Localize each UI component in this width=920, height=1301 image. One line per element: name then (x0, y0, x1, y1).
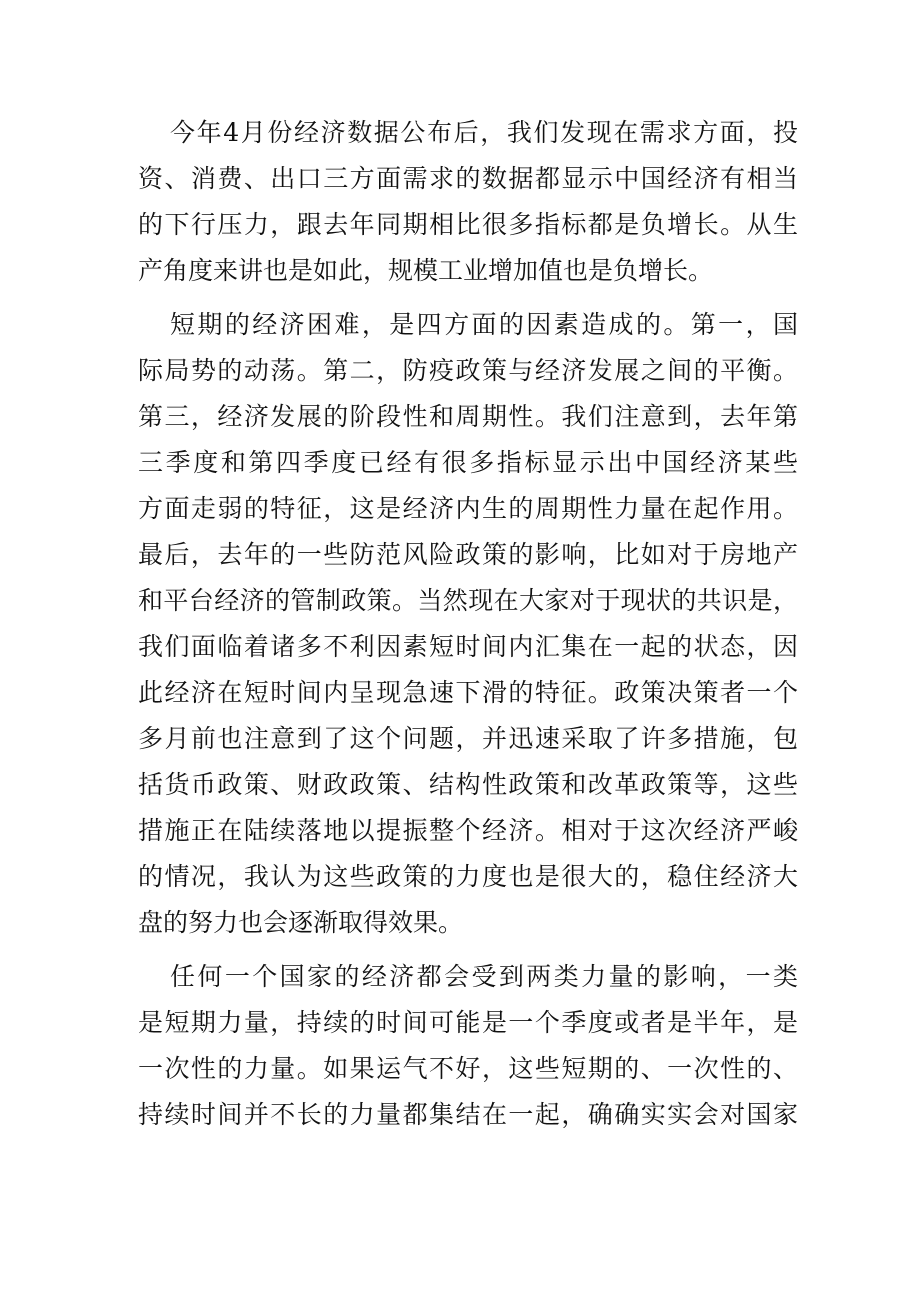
text-line: 最后，去年的一些防范风险政策的影响，比如对于房地产 (138, 540, 798, 569)
text-line: 措施正在陆续落地以提振整个经济。相对于这次经济严峻 (138, 816, 798, 845)
text-line: 方面走弱的特征，这是经济内生的周期性力量在起作用。 (138, 494, 798, 523)
text-line: 今年4月份经济数据公布后，我们发现在需求方面，投 (170, 118, 798, 147)
paragraph-3 (138, 954, 798, 1138)
text-line: 短期的经济困难，是四方面的因素造成的。第一，国 (170, 310, 798, 339)
text-line: 一次性的力量。如果运气不好，这些短期的、一次性的、 (138, 1054, 798, 1083)
text-line: 产角度来讲也是如此，规模工业增加值也是负增长。 (138, 256, 714, 285)
text-line: 的情况，我认为这些政策的力度也是很大的，稳住经济大 (138, 862, 798, 891)
text-line: 我们面临着诸多不利因素短时间内汇集在一起的状态，因 (138, 632, 798, 661)
text-line: 括货币政策、财政政策、结构性政策和改革政策等，这些 (138, 770, 798, 799)
text-line: 三季度和第四季度已经有很多指标显示出中国经济某些 (138, 448, 798, 477)
text-line: 盘的努力也会逐渐取得效果。 (138, 908, 464, 937)
paragraph-2 (138, 302, 798, 946)
text-line: 际局势的动荡。第二，防疫政策与经济发展之间的平衡。 (138, 356, 798, 385)
text-line: 是短期力量，持续的时间可能是一个季度或者是半年，是 (138, 1008, 798, 1037)
document-body (138, 110, 798, 1146)
text-line: 第三，经济发展的阶段性和周期性。我们注意到，去年第 (138, 402, 798, 431)
text-line: 任何一个国家的经济都会受到两类力量的影响，一类 (170, 962, 798, 991)
text-line: 和平台经济的管制政策。当然现在大家对于现状的共识是， (138, 586, 798, 615)
text-line: 资、消费、出口三方面需求的数据都显示中国经济有相当 (138, 164, 798, 193)
text-line: 持续时间并不长的力量都集结在一起，确确实实会对国家 (138, 1100, 798, 1129)
text-line: 此经济在短时间内呈现急速下滑的特征。政策决策者一个 (138, 678, 798, 707)
text-line: 的下行压力，跟去年同期相比很多指标都是负增长。从生 (138, 210, 798, 239)
text-line: 多月前也注意到了这个问题，并迅速采取了许多措施，包 (138, 724, 798, 753)
paragraph-1 (138, 110, 798, 294)
